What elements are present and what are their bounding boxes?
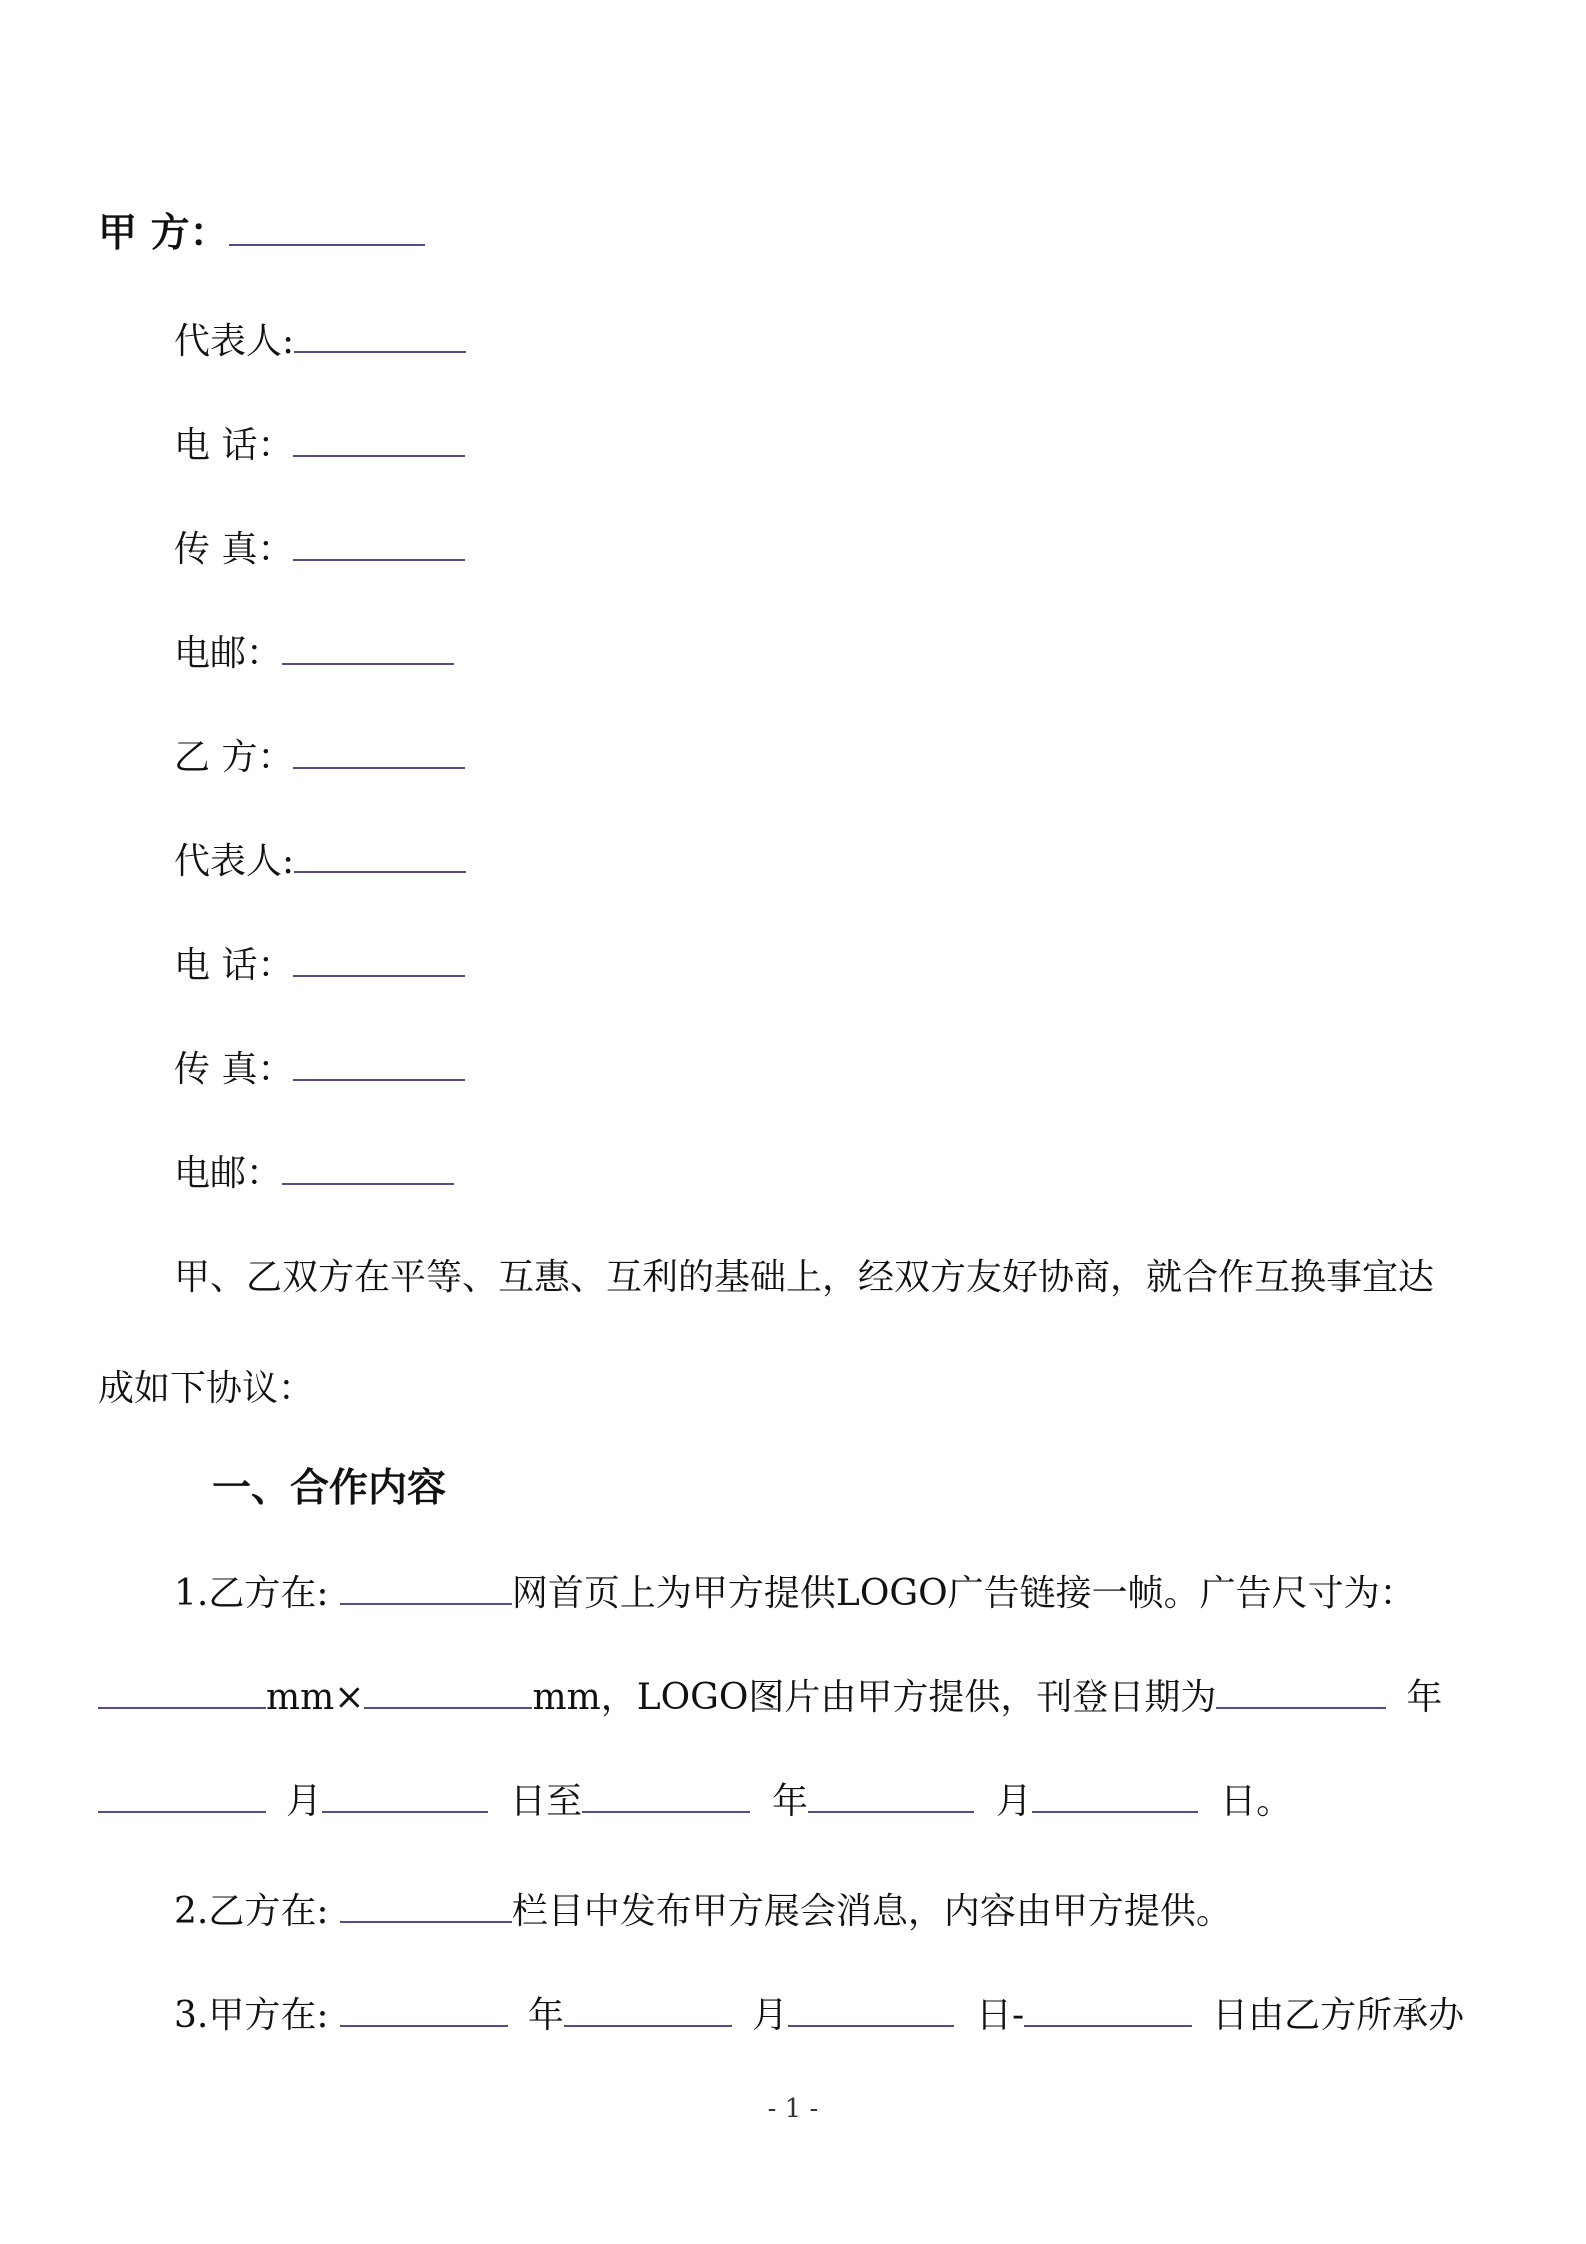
item3-start-day-blank[interactable] xyxy=(788,1999,954,2027)
party-a-email-label: 电邮： xyxy=(174,633,283,674)
page-number: - 1 - xyxy=(767,2094,819,2124)
item3-month-label: 月 xyxy=(751,1995,788,2036)
item3-prefix: 3.甲方在: xyxy=(174,1995,340,2036)
party-a-email-line xyxy=(174,630,454,678)
party-a-fax-label: 传 真： xyxy=(174,529,294,570)
party-b-phone-line xyxy=(174,942,465,990)
party-a-blank[interactable] xyxy=(229,218,425,246)
party-b-fax-blank[interactable] xyxy=(293,1053,465,1081)
item1-height-blank[interactable] xyxy=(364,1681,532,1709)
party-b-email-label: 电邮： xyxy=(174,1153,283,1194)
item2-line xyxy=(174,1888,1232,1936)
item1-day-to-label: 日至 xyxy=(510,1781,583,1822)
item1-line-2 xyxy=(98,1674,1442,1722)
party-b-label: 乙 方： xyxy=(174,737,294,778)
party-a-fax-blank[interactable] xyxy=(293,533,465,561)
party-b-fax-label: 传 真： xyxy=(174,1049,294,1090)
party-b-email-line xyxy=(174,1150,454,1198)
party-b-email-blank[interactable] xyxy=(282,1157,454,1185)
item1-width-blank[interactable] xyxy=(98,1681,266,1709)
item1-mm-x: mm× xyxy=(266,1677,365,1718)
item1-year2-label: 年 xyxy=(772,1781,809,1822)
item3-month-blank[interactable] xyxy=(564,1999,732,2027)
party-b-representative-blank[interactable] xyxy=(294,845,466,873)
party-a-fax-line xyxy=(174,526,465,574)
party-b-representative-line xyxy=(174,838,466,886)
item2-text: 栏目中发布甲方展会消息，内容由甲方提供。 xyxy=(511,1891,1232,1932)
party-b-line xyxy=(174,734,465,782)
item2-prefix: 2.乙方在: xyxy=(174,1891,340,1932)
party-b-phone-blank[interactable] xyxy=(293,949,465,977)
section-heading: 一、合作内容 xyxy=(212,1465,447,1511)
item3-text: 日由乙方所承办 xyxy=(1212,1995,1465,2036)
item3-year-label: 年 xyxy=(527,1995,564,2036)
item1-text: 网首页上为甲方提供LOGO广告链接一帧。广告尺寸为： xyxy=(511,1573,1416,1614)
item1-mm-text: mm，LOGO图片由甲方提供，刊登日期为 xyxy=(532,1677,1217,1718)
item1-year-label: 年 xyxy=(1406,1677,1443,1718)
intro-line-2: 成如下协议： xyxy=(98,1368,315,1409)
item1-website-blank[interactable] xyxy=(340,1577,512,1605)
item1-month2-label: 月 xyxy=(996,1781,1033,1822)
item1-end-month-blank[interactable] xyxy=(808,1785,974,1813)
item1-end-day-blank[interactable] xyxy=(1032,1785,1198,1813)
item1-start-day-blank[interactable] xyxy=(322,1785,488,1813)
party-a-label: 甲 方： xyxy=(98,210,229,256)
party-a-representative-blank[interactable] xyxy=(294,325,466,353)
party-b-fax-line xyxy=(174,1046,465,1094)
party-b-representative-label: 代表人: xyxy=(174,841,295,882)
item1-start-month-blank[interactable] xyxy=(98,1785,266,1813)
party-b-phone-label: 电 话： xyxy=(174,945,294,986)
item1-day-end-label: 日。 xyxy=(1220,1781,1293,1822)
intro-line-1: 甲、乙双方在平等、互惠、互利的基础上，经双方友好协商，就合作互换事宜达 xyxy=(174,1257,1435,1298)
item1-start-year-blank[interactable] xyxy=(1216,1681,1386,1709)
party-b-blank[interactable] xyxy=(293,741,465,769)
item3-end-day-blank[interactable] xyxy=(1024,1999,1192,2027)
party-a-phone-line xyxy=(174,422,465,470)
item3-year-blank[interactable] xyxy=(340,1999,508,2027)
party-a-email-blank[interactable] xyxy=(282,637,454,665)
party-a-line xyxy=(98,209,425,257)
party-a-representative-line xyxy=(174,318,466,366)
item3-day-dash-label: 日- xyxy=(975,1995,1025,2036)
party-a-phone-label: 电 话： xyxy=(174,425,294,466)
item2-column-blank[interactable] xyxy=(340,1895,512,1923)
item1-prefix: 1.乙方在: xyxy=(174,1573,340,1614)
item3-line xyxy=(174,1992,1464,2040)
item1-month-label: 月 xyxy=(286,1781,323,1822)
item1-line-3 xyxy=(98,1778,1292,1826)
party-a-phone-blank[interactable] xyxy=(293,429,465,457)
item1-end-year-blank[interactable] xyxy=(582,1785,750,1813)
item1-line-1 xyxy=(174,1570,1416,1618)
party-a-representative-label: 代表人: xyxy=(174,321,295,362)
